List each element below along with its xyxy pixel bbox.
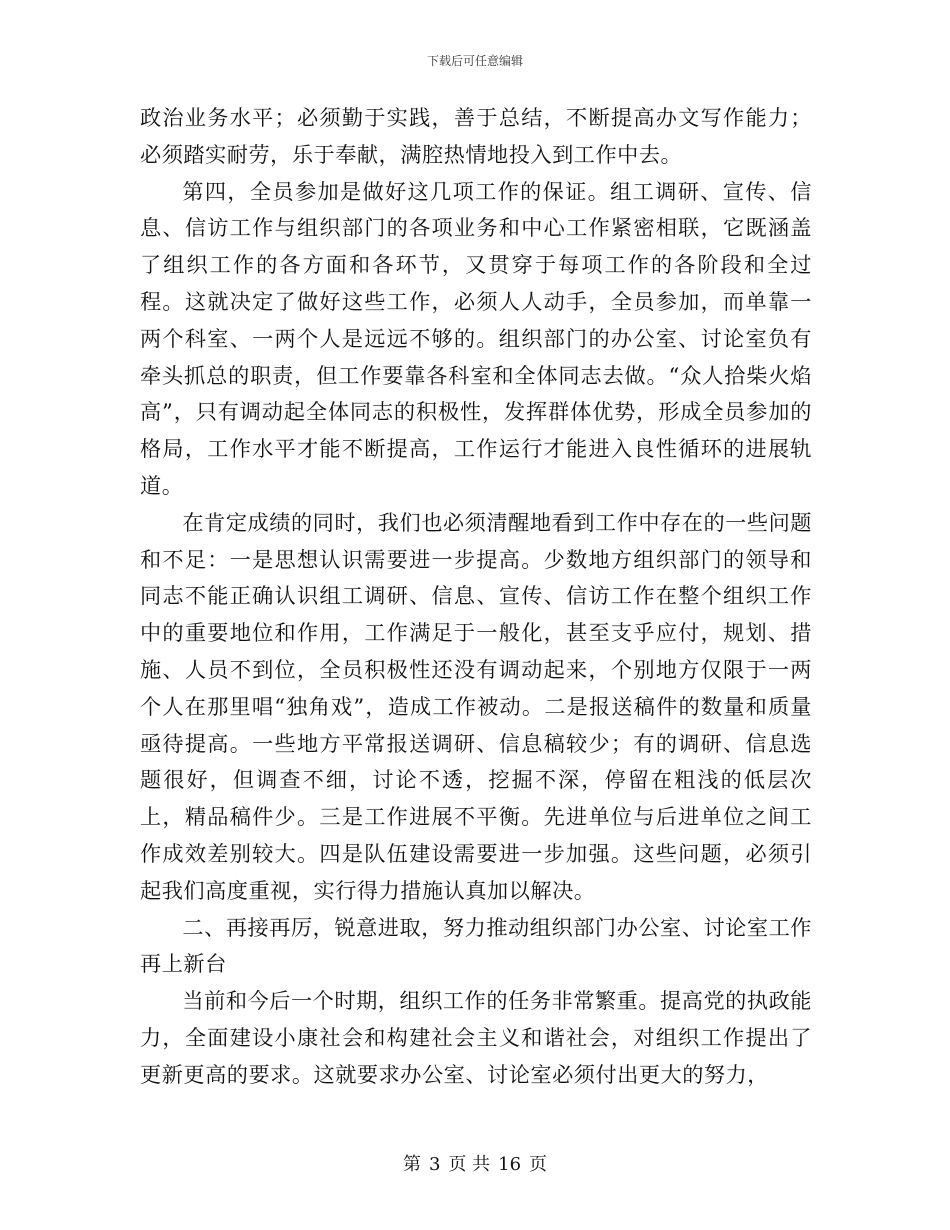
footer-prefix: 第 — [402, 1154, 421, 1175]
section-heading-two: 二、再接再厉，锐意进取，努力推动组织部门办公室、讨论室工作再上新台 — [140, 914, 812, 977]
footer-total-pages: 16 — [498, 1154, 522, 1175]
paragraph-current-tasks: 当前和今后一个时期，组织工作的任务非常繁重。提高党的执政能力，全面建设小康社会和构建社会主义和谐社会，对组织工作提出了更新更高的要求。这就要求办公室、讨论室必须付出更大的努力， — [140, 988, 812, 1087]
footer-suffix: 页 — [529, 1154, 548, 1175]
footer-mid: 页 共 — [448, 1154, 491, 1175]
paragraph-fourth-point: 第四，全员参加是做好这几项工作的保证。组工调研、宣传、信息、信访工作与组织部门的各项业务和中心工作紧密相联，它既涵盖了组织工作的各方面和各环节，又贯穿于每项工作的各阶段和全过程。这就决定了做好这些工作，必须人人动手，全员参加，而单靠一两个科室、一两个人是远远不够的。组织部门的办公室、讨论室负有牵头抓总的职责，但工作要靠各科室和全体同志去做。“众人拾柴火焰高”，只有调动起全体同志的积极性，发挥群体优势，形成全员参加的格局，工作水平才能不断提高，工作运行才能进入良性循环的进展轨道。 — [140, 178, 812, 498]
footer-page-number: 3 — [428, 1154, 441, 1175]
paragraph-continuation: 政治业务水平；必须勤于实践，善于总结，不断提高办文写作能力；必须踏实耐劳，乐于奉献，满腔热情地投入到工作中去。 — [140, 105, 812, 167]
document-body — [140, 100, 812, 1094]
paragraph-problems: 在肯定成绩的同时，我们也必须清醒地看到工作中存在的一些问题和不足：一是思想认识需要进一步提高。少数地方组织部门的领导和同志不能正确认识组工调研、信息、宣传、信访工作在整个组织工作中的重要地位和作用，工作满足于一般化，甚至支乎应付，规划、措施、人员不到位，全员积极性还没有调动起来，个别地方仅限于一两个人在那里唱“独角戏”，造成工作被动。二是报送稿件的数量和质量亟待提高。一些地方平常报送调研、信息稿较少；有的调研、信息选题很好，但调查不细，讨论不透，挖掘不深，停留在粗浅的低层次上，精品稿件少。三是工作进展不平衡。先进单位与后进单位之间工作成效差别较大。四是队伍建设需要进一步加强。这些问题，必须引起我们高度重视，实行得力措施认真加以解决。 — [140, 509, 812, 903]
page-header-note: 下载后可任意编辑 — [426, 54, 523, 68]
page-footer — [0, 1150, 950, 1176]
